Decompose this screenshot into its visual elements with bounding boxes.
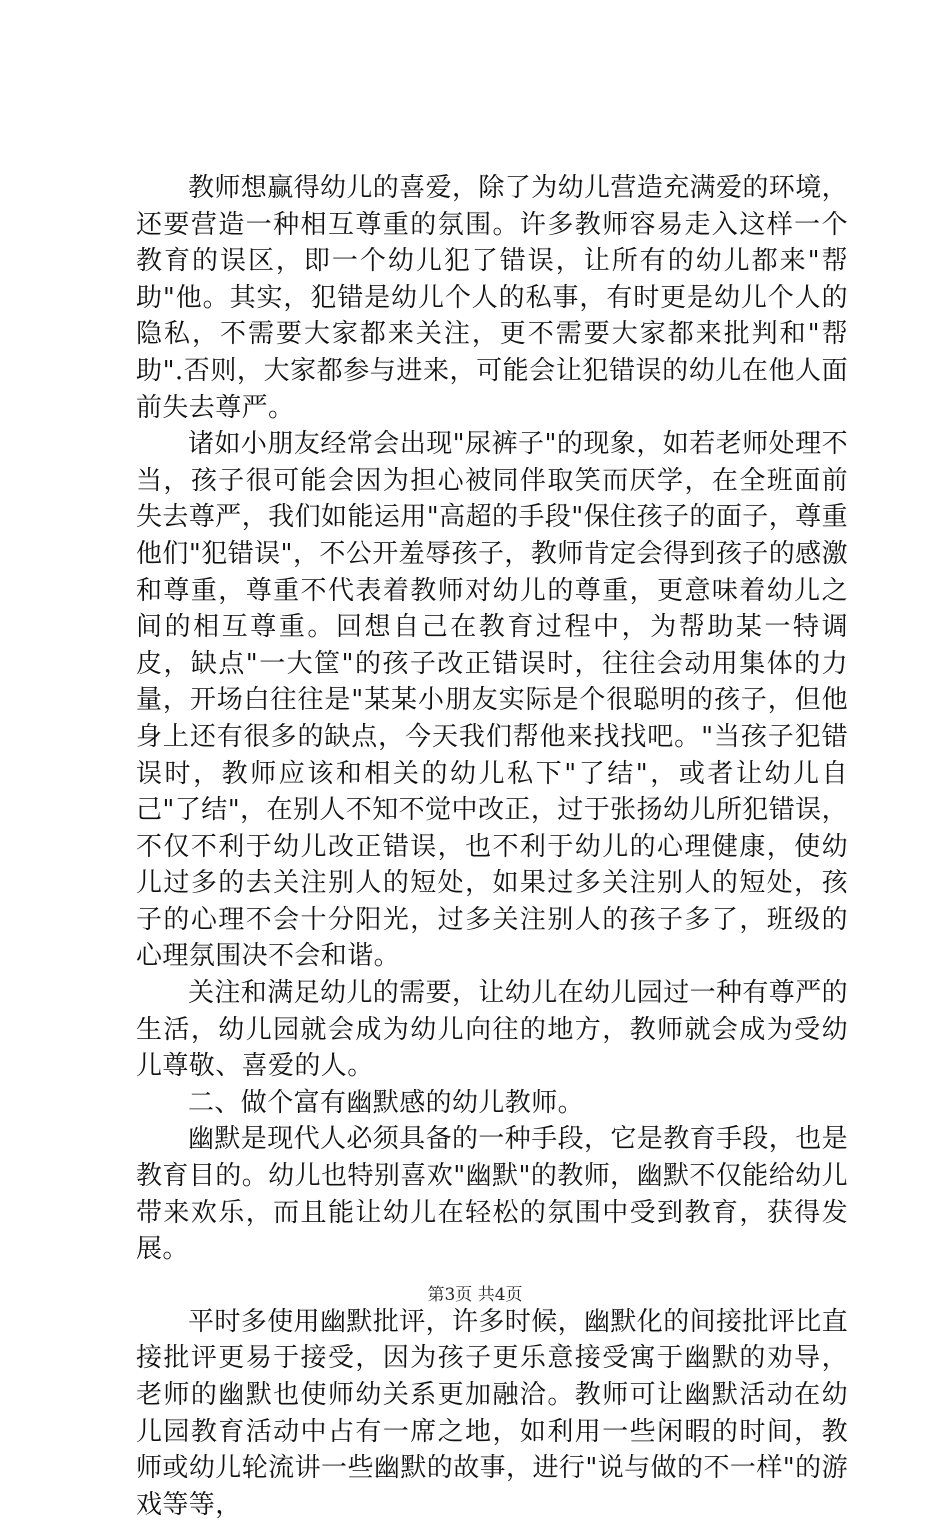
paragraph-protect-dignity: 诸如小朋友经常会出现"尿裤子"的现象，如若老师处理不当，孩子很可能会因为担心被同伴取笑而厌学，在全班面前失去尊严，我们如能运用"高超的手段"保住孩子的面子，尊重他们"犯错误"，不公开羞辱孩子，教师肯定会得到孩子的感激和尊重，尊重不代表着教师对幼儿的尊重，更意味着幼儿之间的相互尊重。回想自己在教育过程中，为帮助某一特调皮，缺点"一大筐"的孩子改正错误时，往往会动用集体的力量，开场白往往是"某某小朋友实际是个很聪明的孩子，但他身上还有很多的缺点，今天我们帮他来找找吧。"当孩子犯错误时，教师应该和相关的幼儿私下"了结"，或者让幼儿自己"了结"，在别人不知不觉中改正，过于张扬幼儿所犯错误，不仅不利于幼儿改正错误，也不利于幼儿的心理健康，使幼儿过多的去关注别人的短处，如果过多关注别人的短处，孩子的心理不会十分阳光，过多关注别人的孩子多了，班级的心理氛围决不会和谐。 [136, 429, 848, 972]
paragraph-meet-needs: 关注和满足幼儿的需要，让幼儿在幼儿园过一种有尊严的生活，幼儿园就会成为幼儿向往的地方，教师就会成为受幼儿尊敬、喜爱的人。 [136, 978, 849, 1082]
page-number-label: 第3页 共4页 [427, 1285, 523, 1305]
document-body [136, 170, 848, 1523]
section-heading-humor: 二、做个富有幽默感的幼儿教师。 [188, 1087, 585, 1118]
page-footer [0, 1284, 950, 1306]
paragraph-humor-definition: 幽默是现代人必须具备的一种手段，它是教育手段，也是教育目的。幼儿也特别喜欢"幽默"的教师，幽默不仅能给幼儿带来欢乐，而且能让幼儿在轻松的氛围中受到教育，获得发展。 [136, 1124, 849, 1265]
paragraph-respect-atmosphere: 教师想赢得幼儿的喜爱，除了为幼儿营造充满爱的环境，还要营造一种相互尊重的氛围。许多教师容易走入这样一个教育的误区，即一个幼儿犯了错误，让所有的幼儿都来"帮助"他。其实，犯错是幼儿个人的私事，有时更是幼儿个人的隐私，不需要大家都来关注，更不需要大家都来批判和"帮助".否则，大家都参与进来，可能会让犯错误的幼儿在他人面前失去尊严。 [136, 173, 849, 423]
paragraph-humorous-criticism: 平时多使用幽默批评，许多时候，幽默化的间接批评比直接批评更易于接受，因为孩子更乐意接受寓于幽默的劝导，老师的幽默也使师幼关系更加融洽。教师可让幽默活动在幼儿园教育活动中占有一席之地，如利用一些闲暇的时间，教师或幼儿轮流讲一些幽默的故事，进行"说与做的不一样"的游戏等等， [136, 1306, 849, 1520]
